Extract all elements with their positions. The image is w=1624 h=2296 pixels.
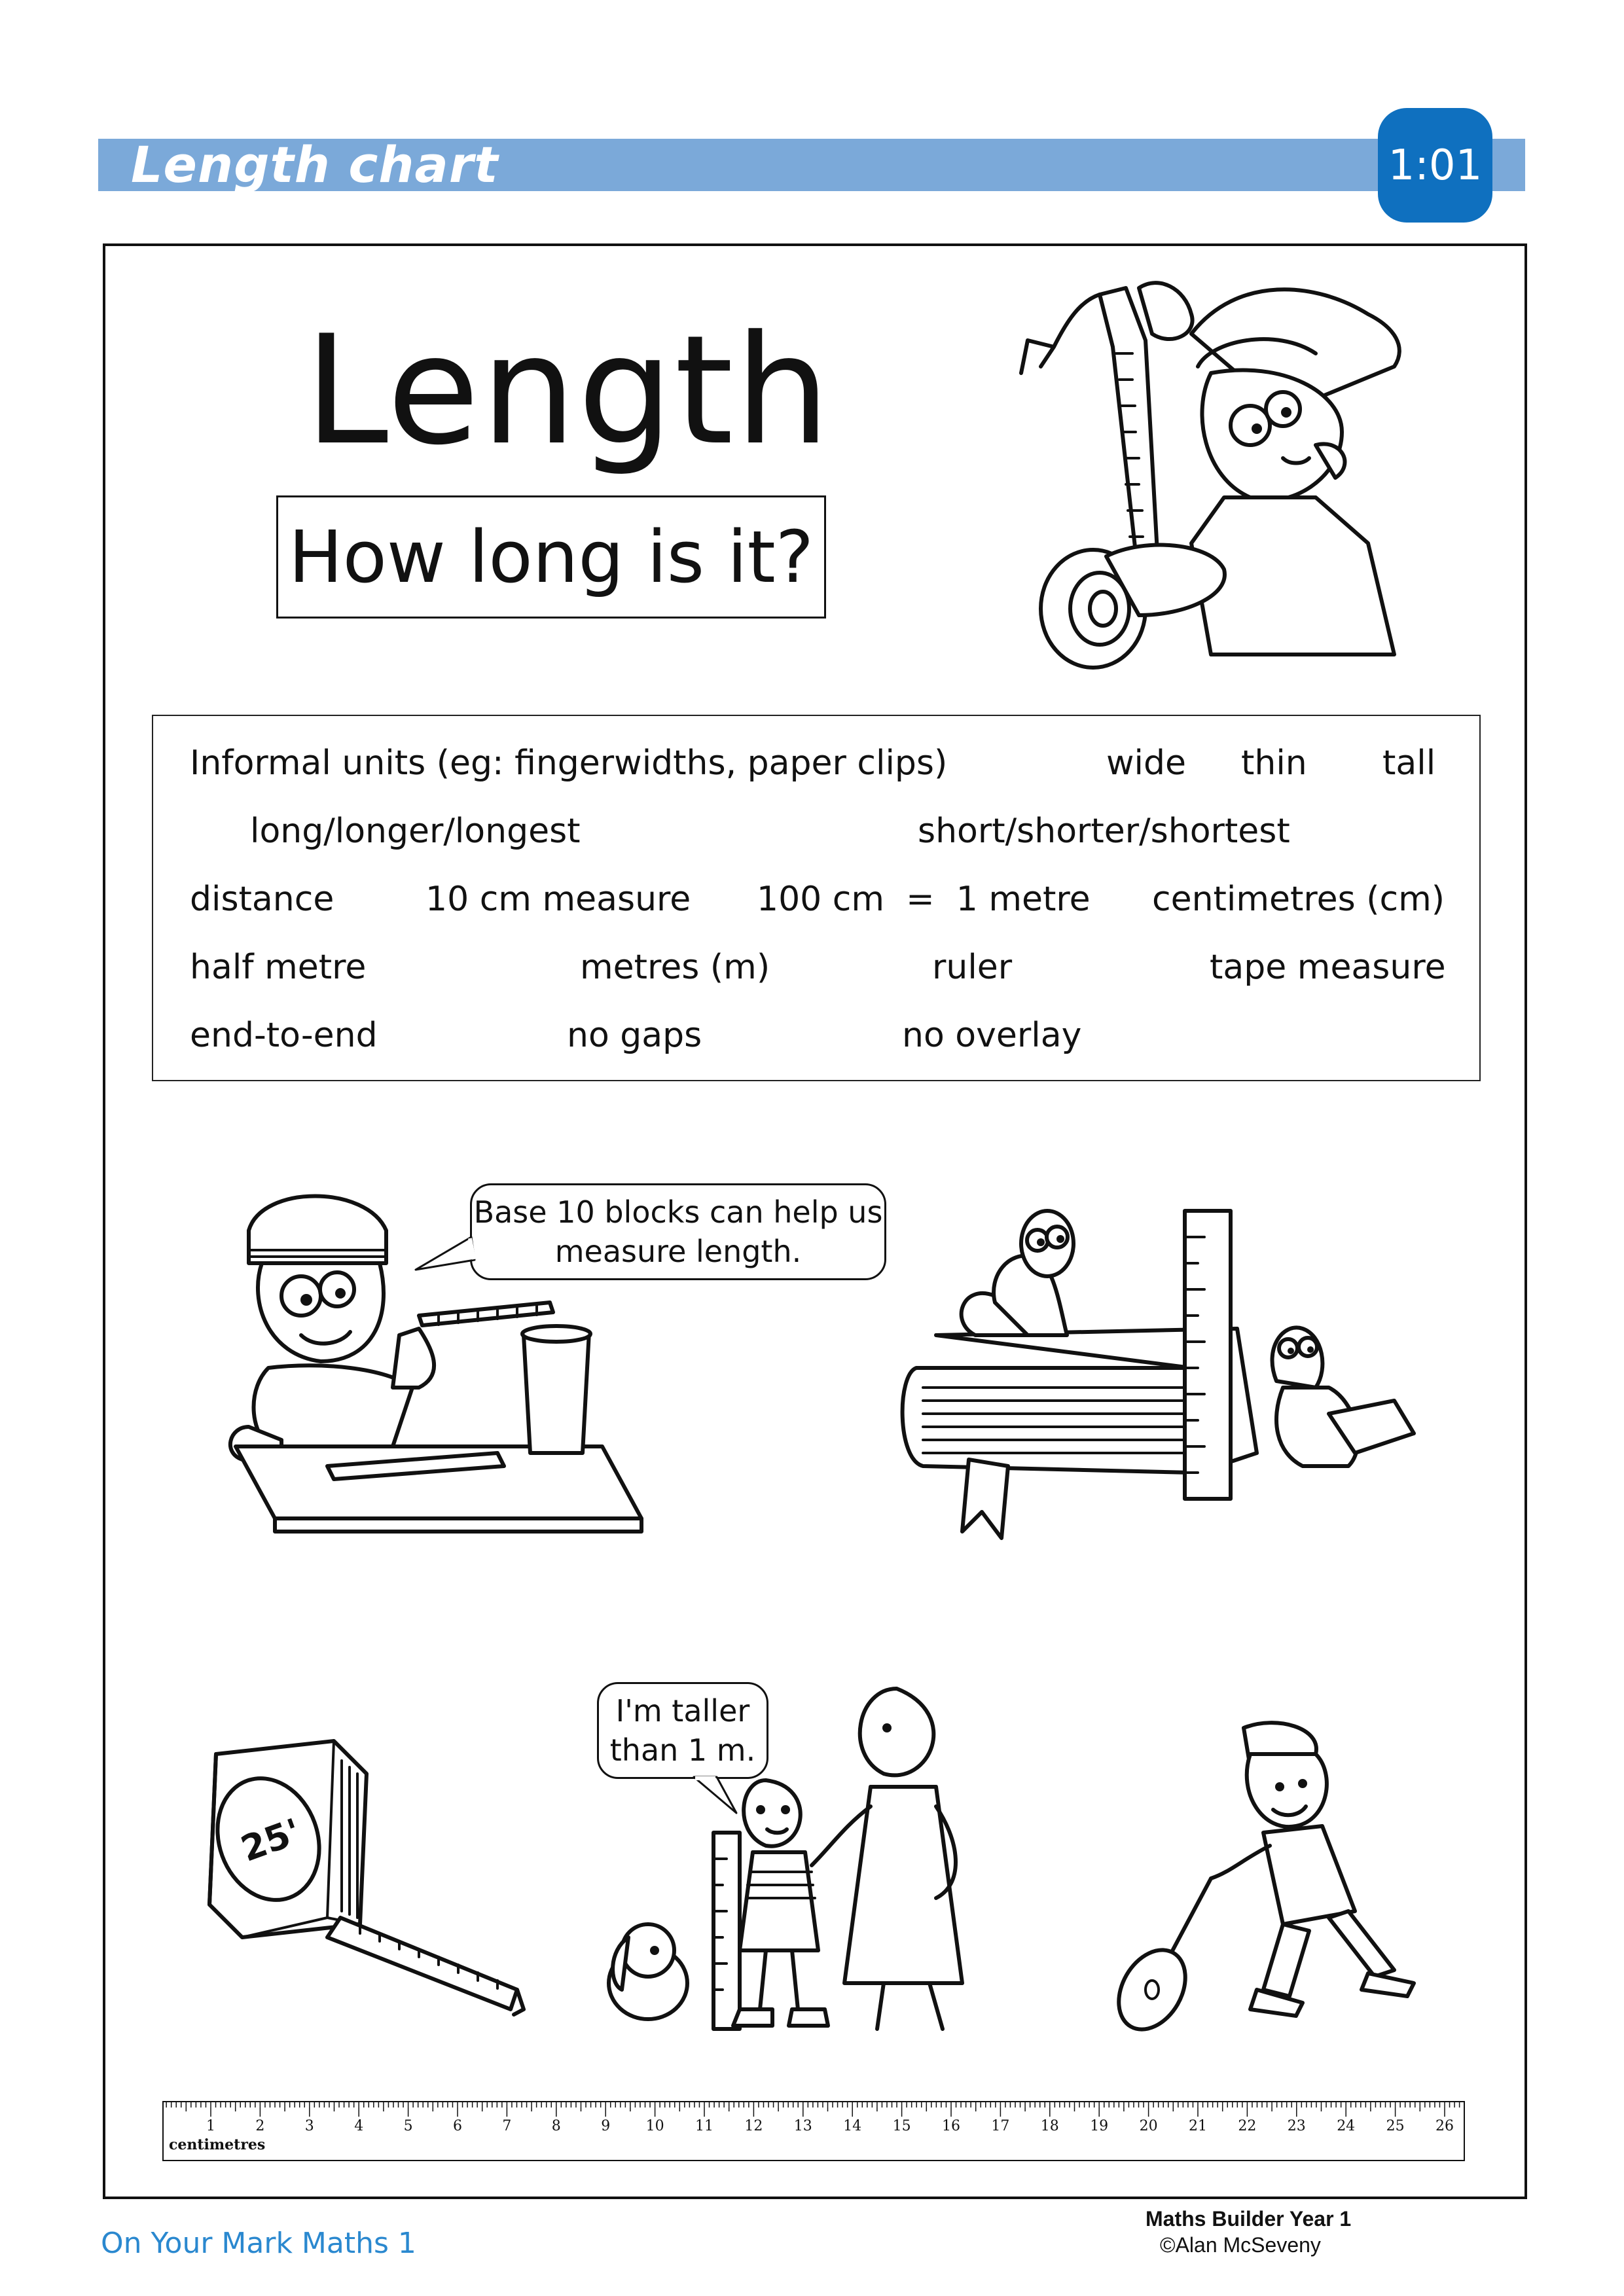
ruler-number: 14 bbox=[843, 2118, 862, 2134]
page-code-badge: 1:01 bbox=[1378, 108, 1492, 223]
vocab-no-overlay: no overlay bbox=[902, 1016, 1082, 1055]
vocab-no-gaps: no gaps bbox=[567, 1016, 702, 1055]
main-title: Length bbox=[304, 304, 832, 478]
vocab-thin: thin bbox=[1241, 744, 1307, 783]
girl-mother-dog-illustration bbox=[596, 1676, 1028, 2042]
subtitle: How long is it? bbox=[288, 515, 814, 599]
speech-base10-line2: measure length. bbox=[554, 1234, 802, 1269]
ruler-number: 19 bbox=[1090, 2118, 1109, 2134]
ruler-number: 10 bbox=[645, 2118, 664, 2134]
speech-taller-line2: than 1 m. bbox=[609, 1732, 756, 1768]
ruler-number: 8 bbox=[551, 2118, 561, 2134]
ruler-number: 22 bbox=[1238, 2118, 1257, 2134]
vocab-tape-measure: tape measure bbox=[1210, 948, 1446, 987]
ruler-number: 16 bbox=[942, 2118, 960, 2134]
ruler-number: 26 bbox=[1435, 2118, 1454, 2134]
vocab-10cm-measure: 10 cm measure bbox=[425, 880, 691, 919]
ruler-number: 21 bbox=[1189, 2118, 1207, 2134]
footer-series-title: On Your Mark Maths 1 bbox=[101, 2227, 416, 2260]
subtitle-box bbox=[276, 495, 826, 619]
vocab-end-to-end: end-to-end bbox=[190, 1016, 378, 1055]
vocab-half-metre: half metre bbox=[190, 948, 367, 987]
ruler-number: 6 bbox=[453, 2118, 462, 2134]
ruler-number: 2 bbox=[255, 2118, 265, 2134]
worm-book-ruler-illustration bbox=[897, 1204, 1447, 1558]
ruler-number: 15 bbox=[892, 2118, 911, 2134]
tape-measure-label: 25' bbox=[235, 1810, 306, 1870]
vocab-wide: wide bbox=[1106, 744, 1186, 783]
ruler-number: 23 bbox=[1287, 2118, 1306, 2134]
vocab-100cm-metre: 100 cm = 1 metre bbox=[757, 880, 1091, 919]
vocab-centimetres: centimetres (cm) bbox=[1152, 880, 1445, 919]
boy-tape-measure-illustration bbox=[975, 262, 1447, 668]
footer-copyright: ©Alan McSeveny bbox=[1160, 2233, 1321, 2257]
vocab-distance: distance bbox=[190, 880, 334, 919]
speech-taller-line1: I'm taller bbox=[615, 1693, 750, 1729]
ruler-number: 3 bbox=[304, 2118, 314, 2134]
ruler-number: 17 bbox=[991, 2118, 1010, 2134]
speech-base10-line1: Base 10 blocks can help us bbox=[473, 1194, 883, 1230]
vocab-informal-units: Informal units (eg: fingerwidths, paper clips) bbox=[190, 744, 948, 783]
vocab-ruler: ruler bbox=[932, 948, 1013, 987]
ruler-number: 5 bbox=[403, 2118, 413, 2134]
boy-trundle-wheel-illustration bbox=[1113, 1715, 1440, 2042]
ruler-number: 24 bbox=[1337, 2118, 1356, 2134]
ruler-number: 11 bbox=[695, 2118, 713, 2134]
ruler-number: 13 bbox=[793, 2118, 812, 2134]
vocab-metres: metres (m) bbox=[580, 948, 770, 987]
ruler-number: 4 bbox=[354, 2118, 364, 2134]
vocab-long: long/longer/longest bbox=[250, 812, 581, 851]
tape-measure-illustration bbox=[190, 1728, 530, 2029]
ruler-number: 1 bbox=[206, 2118, 215, 2134]
boy-base10-illustration bbox=[223, 1191, 655, 1558]
ruler-number: 12 bbox=[744, 2118, 763, 2134]
page-title: Length chart bbox=[131, 135, 499, 194]
ruler-unit-label: centimetres bbox=[169, 2136, 266, 2153]
ruler-number: 9 bbox=[601, 2118, 611, 2134]
ruler-number: 25 bbox=[1386, 2118, 1405, 2134]
vocab-tall: tall bbox=[1382, 744, 1436, 783]
ruler-number: 18 bbox=[1040, 2118, 1059, 2134]
ruler-number: 20 bbox=[1139, 2118, 1158, 2134]
vocab-short: short/shorter/shortest bbox=[918, 812, 1290, 851]
footer-book-title: Maths Builder Year 1 bbox=[1146, 2207, 1352, 2231]
ruler-number: 7 bbox=[502, 2118, 512, 2134]
